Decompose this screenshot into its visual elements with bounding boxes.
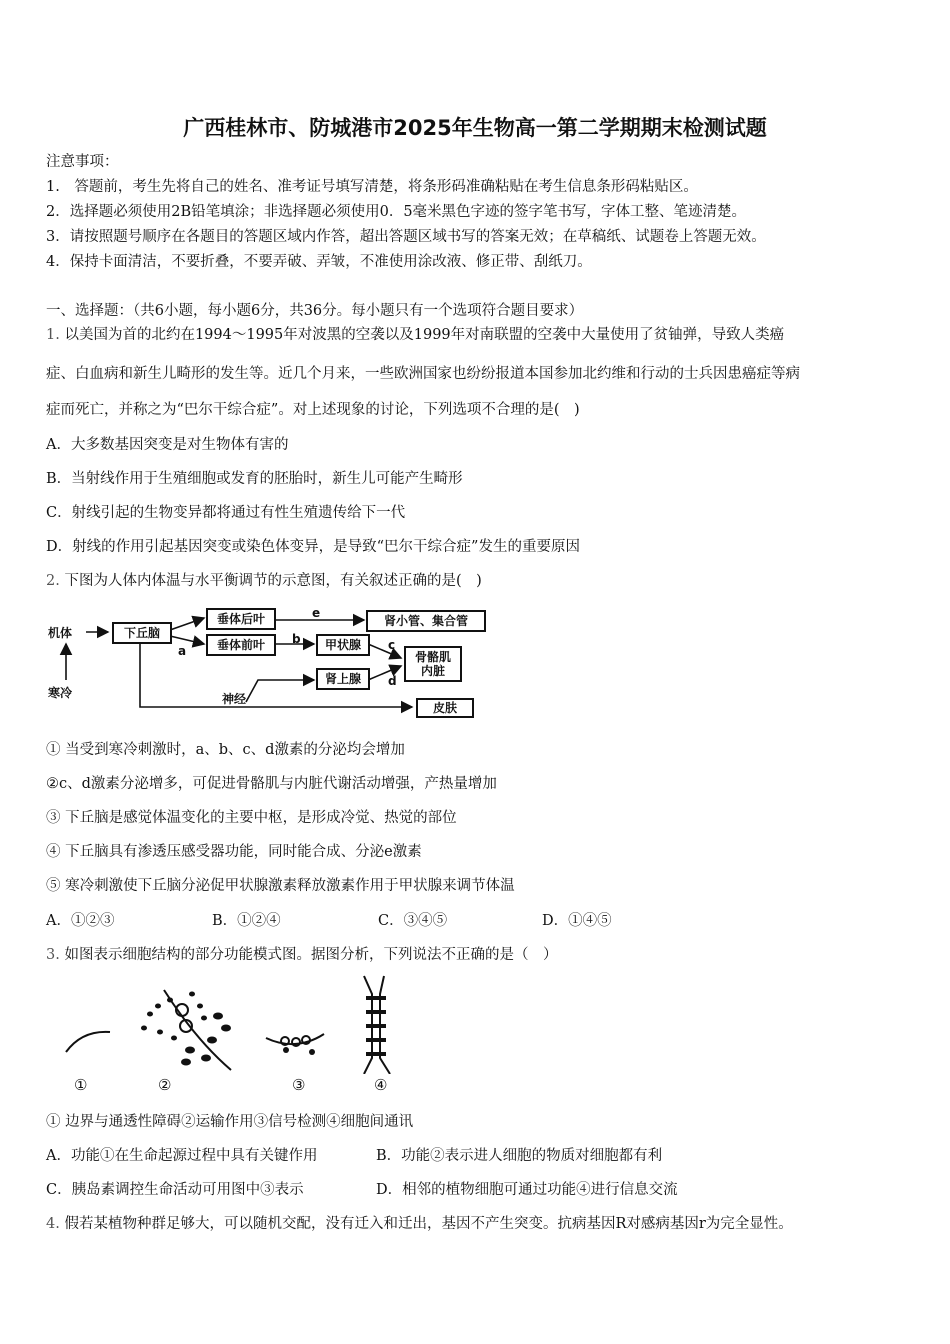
q2-option-d: D．①④⑤ xyxy=(542,913,612,929)
q1-stem-line-3: 症而死亡，并称之为“巴尔干综合症”。对上述现象的讨论，下列选项不合理的是( ) xyxy=(46,402,580,418)
notice-item-4: 4．保持卡面清洁，不要折叠，不要弄破、弄皱，不准使用涂改液、修正带、刮纸刀。 xyxy=(46,254,592,270)
node-posterior-pituitary: 垂体后叶 xyxy=(206,608,276,630)
node-kidney: 肾小管、集合管 xyxy=(366,610,486,632)
q1-stem-line-1: 1. 以美国为首的北约在1994～1995年对波黑的空袭以及1999年对南联盟的空袭中大量使用了贫铀弹，导致人类癌 xyxy=(46,327,785,343)
label-b: b xyxy=(292,632,301,646)
node-thyroid: 甲状腺 xyxy=(316,634,370,656)
notice-item-1: 1. 答题前，考生先将自己的姓名、准考证号填写清楚，将条形码准确粘贴在考生信息条形码粘贴区。 xyxy=(46,179,698,195)
q3-stem: 3. 如图表示细胞结构的部分功能模式图。据图分析，下列说法不正确的是（ ） xyxy=(46,947,558,963)
label-nerve: 神经 xyxy=(222,692,247,706)
regulation-diagram xyxy=(46,602,496,720)
q2-option-a: A．①②③ xyxy=(46,913,115,929)
node-skin: 皮肤 xyxy=(416,698,474,718)
membrane-boundary-icon xyxy=(66,1032,110,1052)
node-anterior-pituitary: 垂体前叶 xyxy=(206,634,276,656)
q1-option-b: B．当射线作用于生殖细胞或发育的胚胎时，新生儿可能产生畸形 xyxy=(46,471,463,487)
q2-statement-3: ③ 下丘脑是感觉体温变化的主要中枢，是形成冷觉、热觉的部位 xyxy=(46,810,457,826)
q3-legend: ① 边界与通透性障碍②运输作用③信号检测④细胞间通讯 xyxy=(46,1114,414,1130)
q3-option-c: C．胰岛素调控生命活动可用图中③表示 xyxy=(46,1182,304,1198)
cell-function-drawings xyxy=(46,970,446,1074)
q1-number: 1. xyxy=(46,327,60,343)
q3-number: 3. xyxy=(46,947,60,963)
figure-label-1: ① xyxy=(74,1076,88,1094)
notice-item-2: 2．选择题必须使用2B铅笔填涂；非选择题必须使用0．5毫米黑色字迹的签字笔书写，字体工整、笔迹清楚。 xyxy=(46,204,747,220)
exam-title: 广西桂林市、防城港市2025年生物高一第二学期期末检测试题 xyxy=(183,116,767,140)
q3-option-d: D．相邻的植物细胞可通过功能④进行信息交流 xyxy=(376,1182,678,1198)
label-c: c xyxy=(388,638,396,652)
q2-statement-5: ⑤ 寒冷刺激使下丘脑分泌促甲状腺激素释放激素作用于甲状腺来调节体温 xyxy=(46,878,515,894)
q2-statement-2: ②c、d激素分泌增多，可促进骨骼肌与内脏代谢活动增强，产热量增加 xyxy=(46,776,497,792)
node-hypothalamus: 下丘脑 xyxy=(112,622,172,644)
q3-option-b: B．功能②表示进人细胞的物质对细胞都有利 xyxy=(376,1148,663,1164)
q2-option-b: B．①②④ xyxy=(212,913,281,929)
notice-heading: 注意事项： xyxy=(46,154,119,170)
q2-statement-1: ① 当受到寒冷刺激时，a、b、c、d激素的分泌均会增加 xyxy=(46,742,405,758)
node-cold: 寒冷 xyxy=(48,686,73,700)
q1-option-c: C．射线引起的生物变异都将通过有性生殖遗传给下一代 xyxy=(46,505,406,521)
q1-stem-line-2: 症、白血病和新生儿畸形的发生等。近几个月来，一些欧洲国家也纷纷报道本国参加北约维和行动的士兵因患癌症等病 xyxy=(46,366,800,382)
label-e: e xyxy=(312,606,321,620)
q2-stem: 2. 下图为人体内体温与水平衡调节的示意图，有关叙述正确的是( ) xyxy=(46,573,482,589)
q3-option-a: A．功能①在生命起源过程中具有关键作用 xyxy=(46,1148,318,1164)
figure-label-2: ② xyxy=(158,1076,172,1094)
label-a: a xyxy=(178,644,187,658)
figure-label-3: ③ xyxy=(292,1076,306,1094)
node-body: 机体 xyxy=(48,626,73,640)
q2-number: 2. xyxy=(46,573,60,589)
figure-label-4: ④ xyxy=(374,1076,388,1094)
q1-option-a: A．大多数基因突变是对生物体有害的 xyxy=(46,437,289,453)
q2-option-c: C．③④⑤ xyxy=(378,913,448,929)
q4-number: 4. xyxy=(46,1216,60,1232)
node-adrenal: 肾上腺 xyxy=(316,668,370,690)
label-d: d xyxy=(388,674,397,688)
q1-option-d: D．射线的作用引起基因突变或染色体变异，是导致“巴尔干综合症”发生的重要原因 xyxy=(46,539,580,555)
cell-function-figure xyxy=(46,970,446,1100)
node-muscle-viscera: 骨骼肌 内脏 xyxy=(404,646,462,682)
section-heading: 一、选择题：（共6小题，每小题6分，共36分。每小题只有一个选项符合题目要求） xyxy=(46,303,584,319)
notice-item-3: 3．请按照题号顺序在各题目的答题区域内作答，超出答题区域书写的答案无效；在草稿纸、试题卷上答题无效。 xyxy=(46,229,766,245)
q4-stem: 4. 假若某植物种群足够大，可以随机交配，没有迁入和迁出，基因不产生突变。抗病基因R对感病基因r为完全显性。 xyxy=(46,1216,793,1232)
q2-statement-4: ④ 下丘脑具有渗透压感受器功能，同时能合成、分泌e激素 xyxy=(46,844,422,860)
